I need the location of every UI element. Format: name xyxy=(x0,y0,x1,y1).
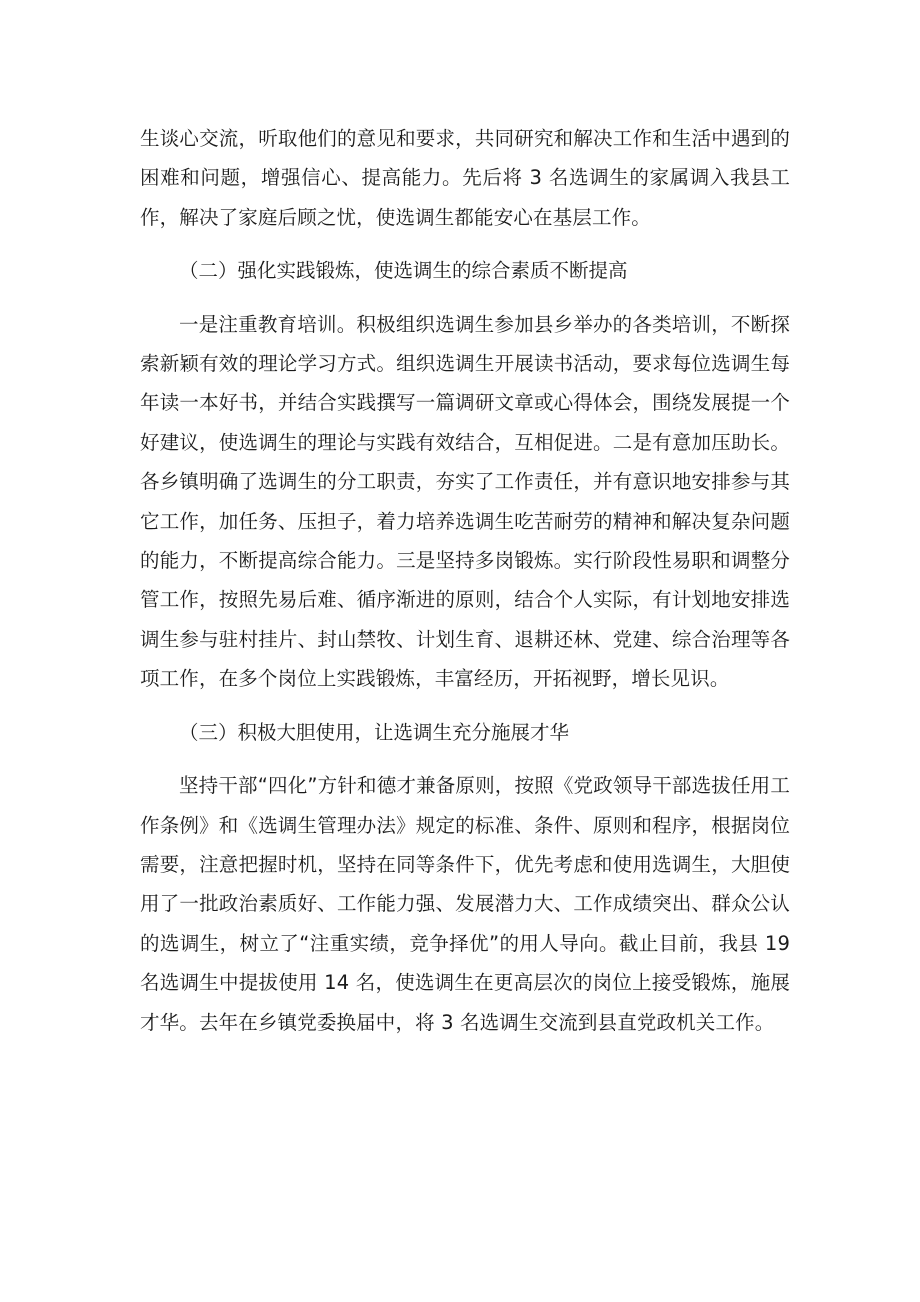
paragraph-practice-training: 一是注重教育培训。积极组织选调生参加县乡举办的各类培训，不断探索新颖有效的理论学习方式。组织选调生开展读书活动，要求每位选调生每年读一本好书，并结合实践撰写一篇调研文章或心得体会，围绕发展提一个好建议，使选调生的理论与实践有效结合，互相促进。二是有意加压助长。各乡镇明确了选调生的分工职责，夯实了工作责任，并有意识地安排参与其它工作，加任务、压担子，着力培养选调生吃苦耐劳的精神和解决复杂问题的能力，不断提高综合能力。三是坚持多岗锻炼。实行阶段性易职和调整分管工作，按照先易后难、循序渐进的原则，结合个人实际，有计划地安排选调生参与驻村挂片、封山禁牧、计划生育、退耕还林、党建、综合治理等各项工作，在多个岗位上实践锻炼，丰富经历，开拓视野，增长见识。 xyxy=(140,312,790,691)
section-heading-2: （二）强化实践锻炼，使选调生的综合素质不断提高 xyxy=(179,259,628,283)
document-body xyxy=(140,119,790,1042)
paragraph-gap xyxy=(140,752,790,766)
paragraph-bold-use: 坚持干部“四化”方针和德才兼备原则，按照《党政领导干部选拔任用工作条例》和《选调生管理办法》规定的标准、条件、原则和程序，根据岗位需要，注意把握时机，坚持在同等条件下，优先考虑和使用选调生，大胆使用了一批政治素质好、工作能力强、发展潜力大、工作成绩突出、群众公认的选调生，树立了“注重实绩，竞争择优”的用人导向。截止目前，我县 19 名选调生中提拔使用 14 名，使选调生在更高层次的岗位上接受锻炼，施展才华。去年在乡镇党委换届中，将 3 名选调生交流到县直党政机关工作。 xyxy=(140,774,790,1034)
paragraph-gap xyxy=(140,291,790,305)
paragraph-gap xyxy=(140,237,790,251)
paragraph-gap xyxy=(140,699,790,713)
paragraph-continuation: 生谈心交流，听取他们的意见和要求，共同研究和解决工作和生活中遇到的困难和问题，增强信心、提高能力。先后将 3 名选调生的家属调入我县工作，解决了家庭后顾之忧，使选调生都能安心在基层工作。 xyxy=(140,127,790,229)
section-heading-3: （三）积极大胆使用，让选调生充分施展才华 xyxy=(179,720,570,744)
